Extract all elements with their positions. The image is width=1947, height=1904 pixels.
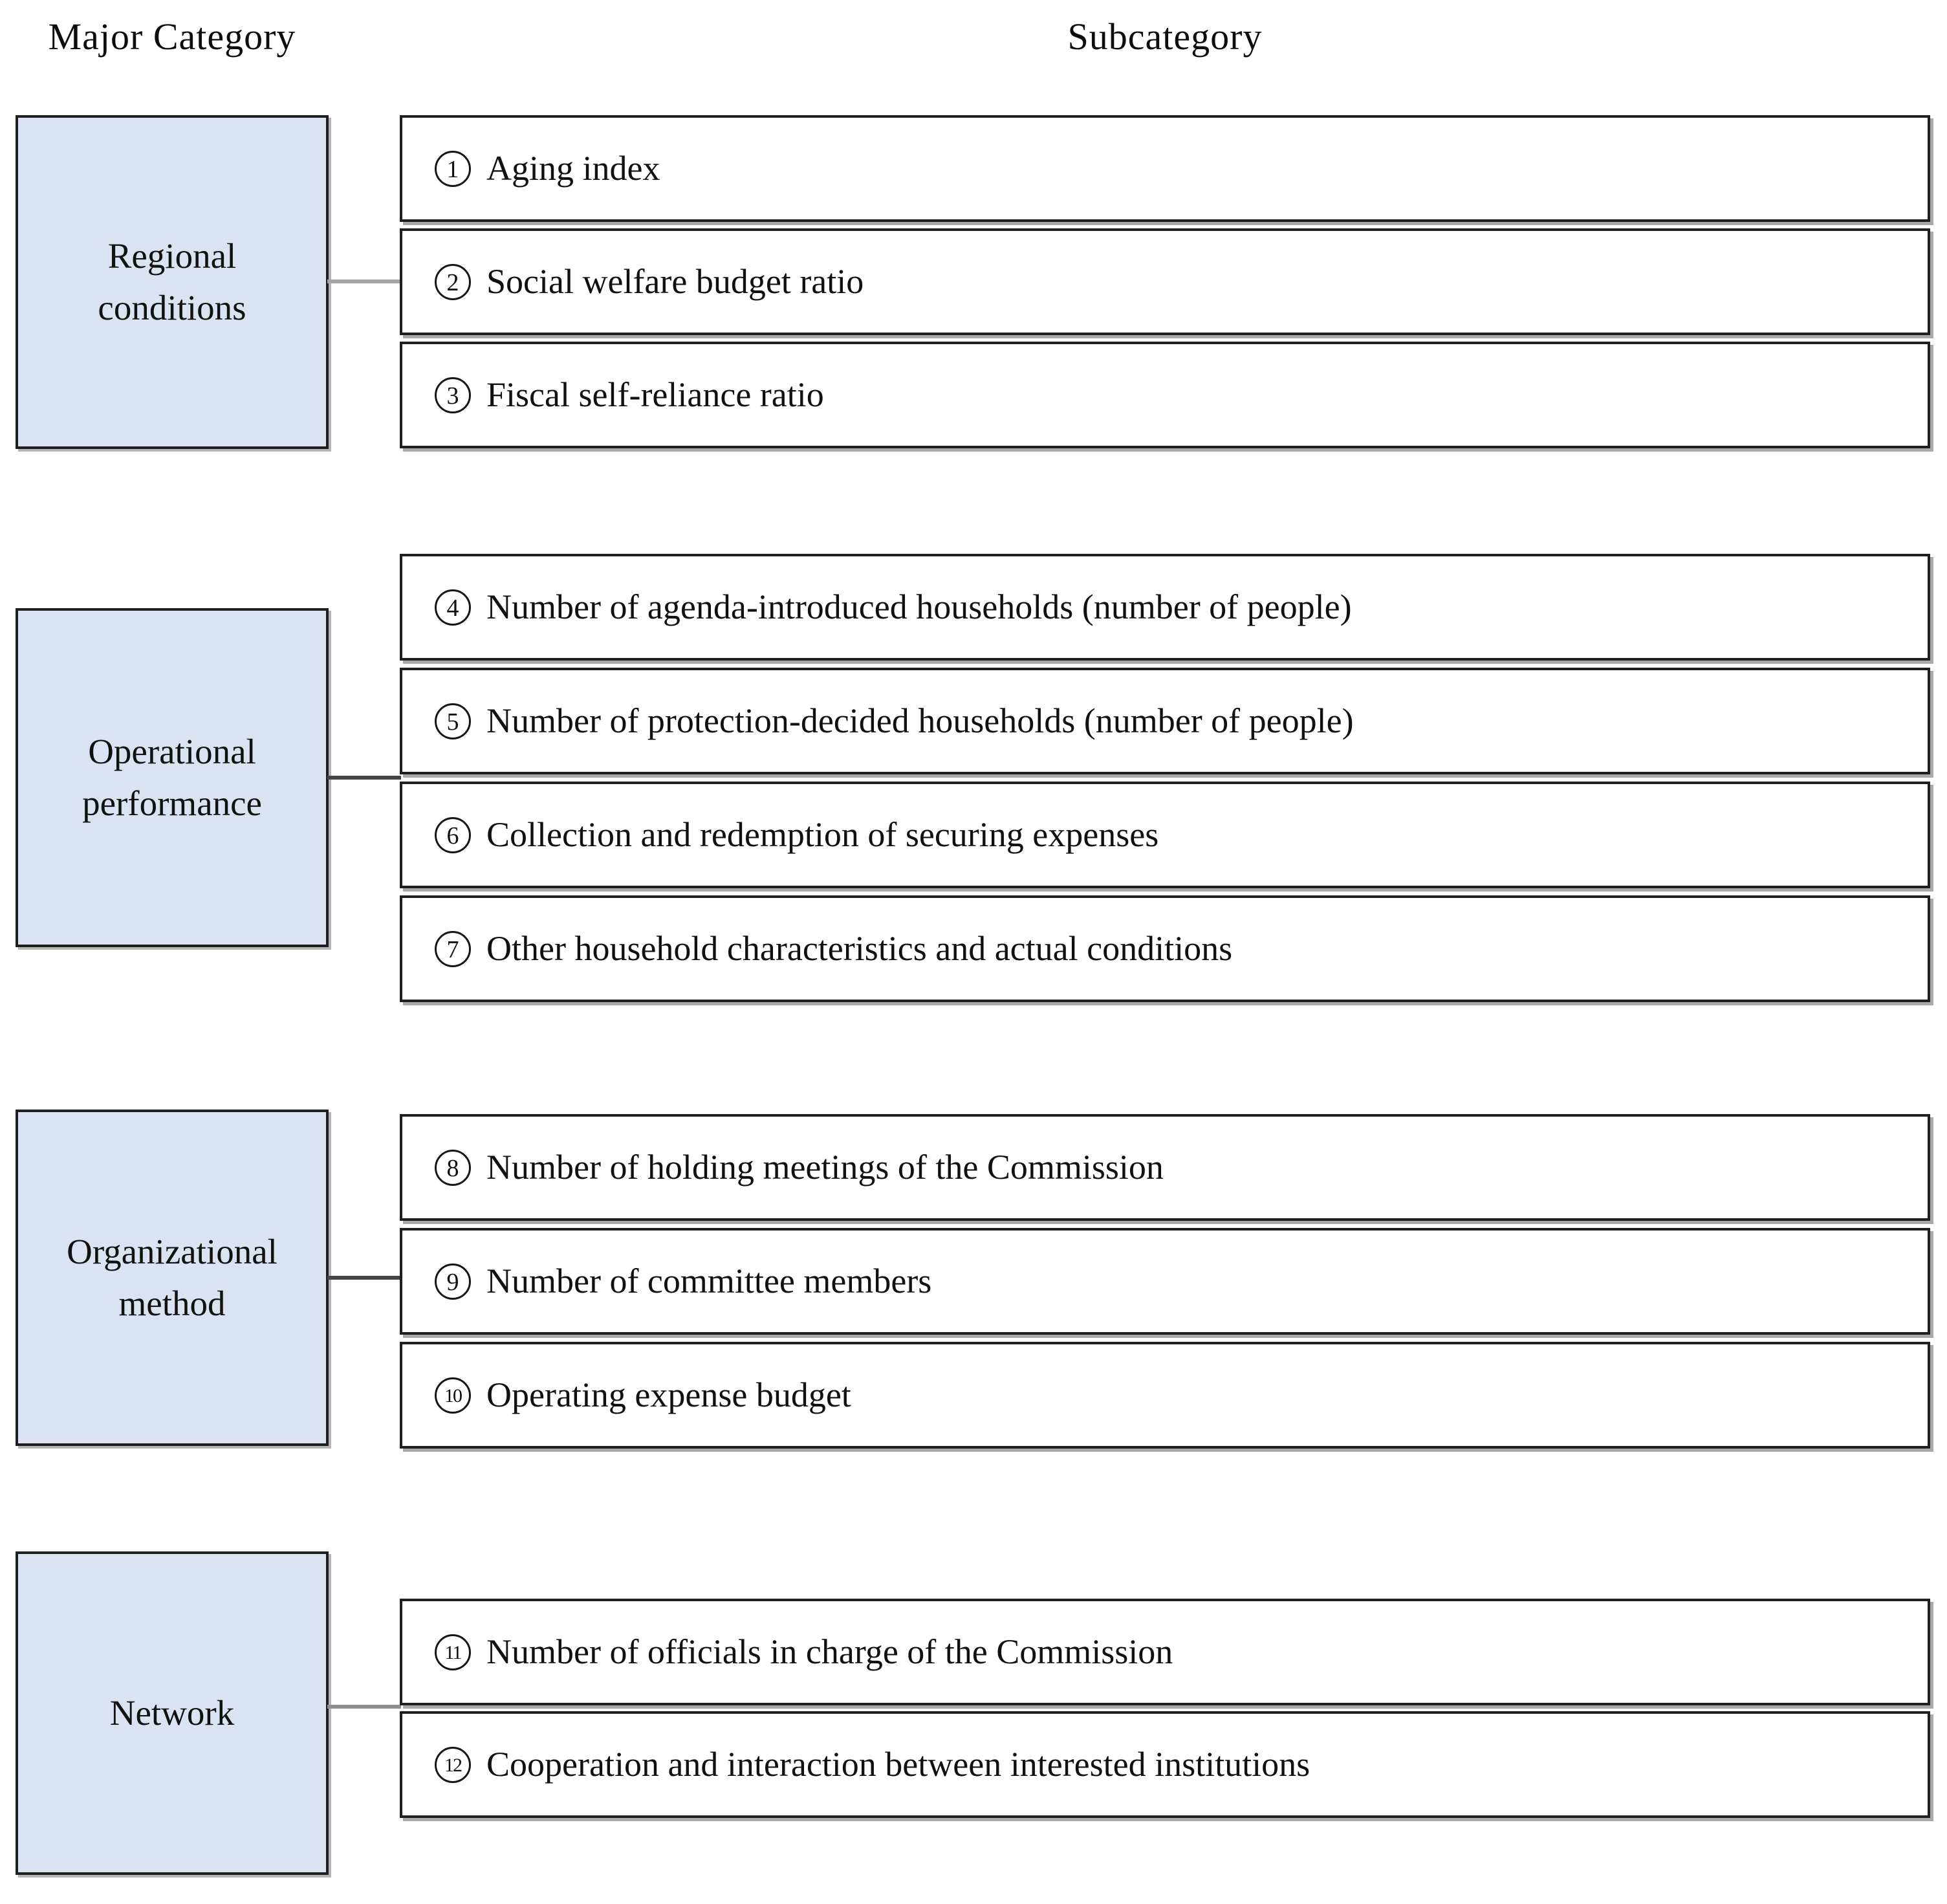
category-label: Regional conditions: [98, 236, 246, 327]
subcategory-item-label: Number of protection-decided households (number of people): [486, 701, 1354, 741]
category-box-network: [16, 1551, 329, 1875]
subcategory-item-cooperation-interaction: [400, 1711, 1930, 1818]
connector-line: [327, 776, 401, 780]
circled-number-badge: 9: [435, 1264, 471, 1300]
subcategory-item-label: Number of agenda-introduced households (number of people): [486, 587, 1352, 627]
circled-number-badge: 3: [435, 377, 471, 413]
subcategory-item-committee-members: [400, 1228, 1930, 1335]
category-box-operational-performance: [16, 608, 329, 947]
subcategory-item-label: Other household characteristics and actual conditions: [486, 929, 1233, 968]
circled-number-badge: 5: [435, 703, 471, 739]
circled-number-badge: 4: [435, 589, 471, 626]
subcategory-item-fiscal-self-reliance-ratio: [400, 342, 1930, 448]
circled-number-badge: 11: [435, 1634, 471, 1670]
subcategory-item-collection-redemption-expenses: [400, 782, 1930, 888]
subcategory-item-label: Number of officials in charge of the Commission: [486, 1632, 1173, 1672]
subcategory-item-label: Number of committee members: [486, 1262, 932, 1301]
subcategory-item-label: Cooperation and interaction between interested institutions: [486, 1745, 1311, 1784]
major-category-header: Major Category: [48, 16, 296, 58]
subcategory-item-label: Collection and redemption of securing expenses: [486, 815, 1159, 855]
subcategory-item-social-welfare-budget-ratio: [400, 228, 1930, 335]
category-label: Organizational method: [67, 1232, 277, 1323]
category-box-regional-conditions: [16, 115, 329, 449]
subcategory-item-label: Aging index: [486, 149, 660, 188]
category-box-organizational-method: [16, 1110, 329, 1446]
circled-number-badge: 8: [435, 1150, 471, 1186]
connector-line: [327, 279, 401, 283]
subcategory-item-protection-decided-households: [400, 668, 1930, 774]
category-label: Operational performance: [82, 732, 262, 823]
circled-number-badge: 10: [435, 1377, 471, 1414]
subcategory-item-label: Social welfare budget ratio: [486, 262, 864, 301]
subcategory-item-agenda-introduced-households: [400, 554, 1930, 661]
subcategory-item-operating-expense-budget: [400, 1342, 1930, 1449]
circled-number-badge: 1: [435, 151, 471, 187]
subcategory-header: Subcategory: [1067, 16, 1263, 58]
subcategory-item-label: Fiscal self-reliance ratio: [486, 375, 824, 415]
circled-number-badge: 6: [435, 817, 471, 853]
subcategory-item-label: Operating expense budget: [486, 1375, 851, 1415]
subcategory-item-holding-meetings: [400, 1114, 1930, 1221]
circled-number-badge: 7: [435, 931, 471, 967]
connector-line: [327, 1705, 401, 1709]
connector-line: [327, 1276, 401, 1280]
subcategory-item-aging-index: [400, 115, 1930, 222]
circled-number-badge: 12: [435, 1747, 471, 1783]
category-label: Network: [109, 1693, 235, 1733]
subcategory-item-label: Number of holding meetings of the Commission: [486, 1148, 1164, 1187]
subcategory-item-officials-in-charge: [400, 1599, 1930, 1705]
subcategory-item-other-household-characteristics: [400, 895, 1930, 1002]
circled-number-badge: 2: [435, 264, 471, 300]
